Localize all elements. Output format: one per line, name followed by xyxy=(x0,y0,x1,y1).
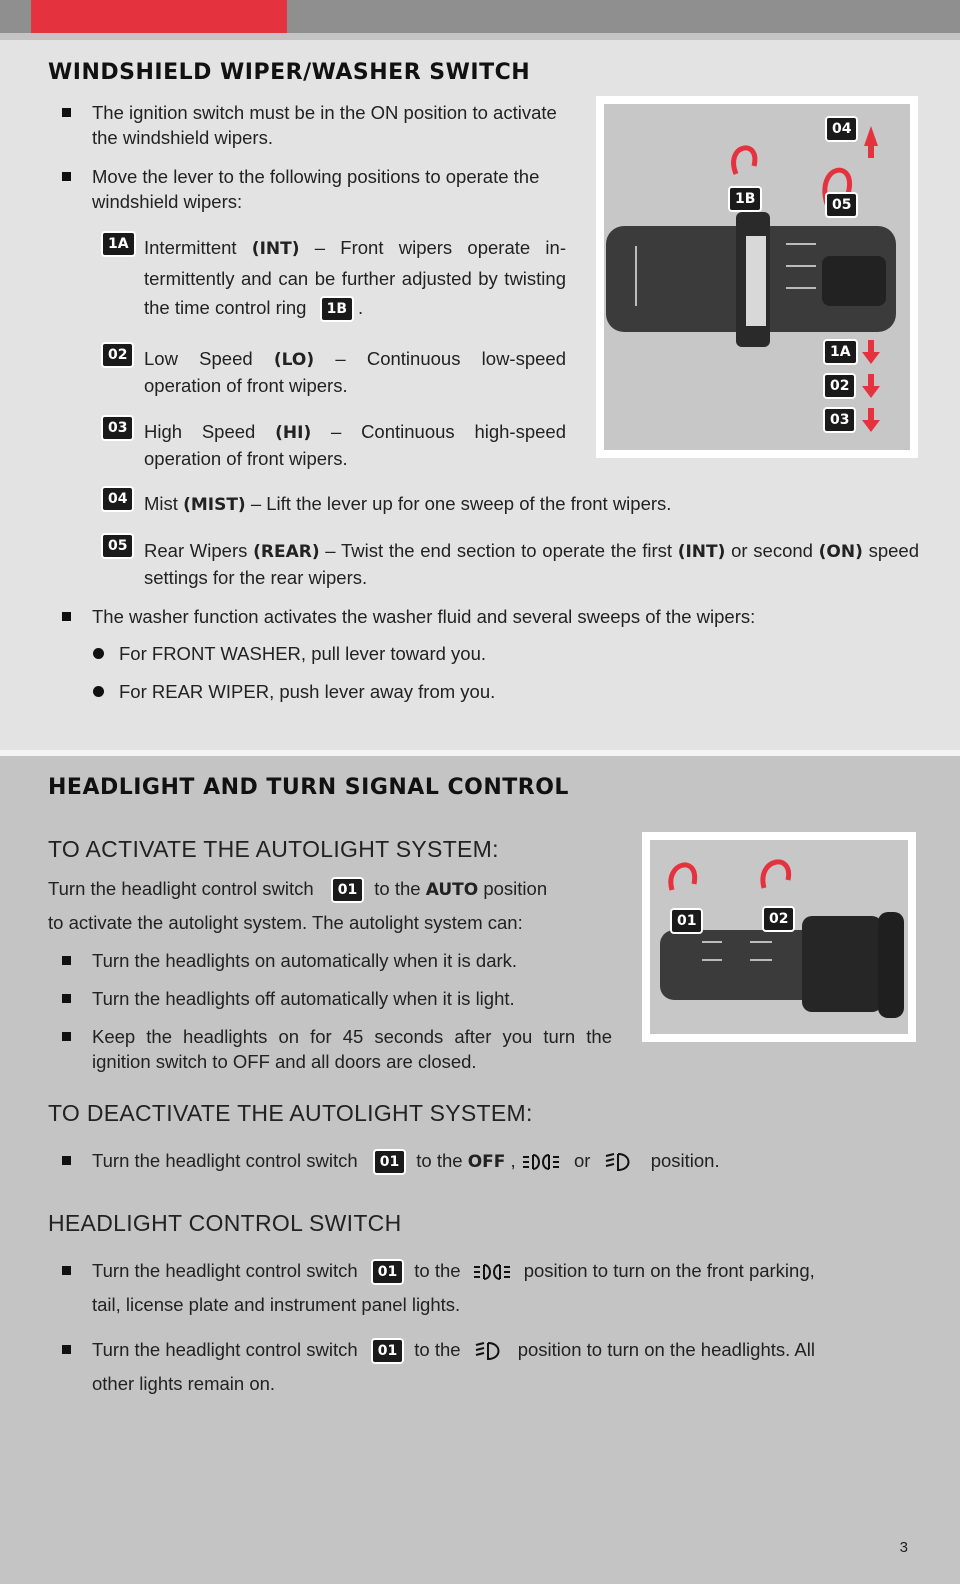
badge-05: 05 xyxy=(103,535,132,557)
control-bullet-1: Turn the headlight control switch 01 to the position to turn on the front parking, tail, license plate and instrument panel lights. xyxy=(92,1258,912,1317)
wiper-item-05: Rear Wipers (REAR) – Twist the end section to operate the first (INT) or second (ON) speed settings for the rear wipers. xyxy=(144,540,919,588)
headlight-title: HEADLIGHT AND TURN SIGNAL CONTROL xyxy=(48,775,569,800)
badge-1a: 1A xyxy=(103,233,134,255)
deactivate-bullet: Turn the headlight control switch 01 to the OFF , or position. xyxy=(92,1148,912,1175)
headlight-icon xyxy=(604,1151,634,1173)
img-label-1b: 1B xyxy=(730,188,760,210)
badge-02: 02 xyxy=(103,344,132,366)
activate-caption: TO ACTIVATE THE AUTOLIGHT SYSTEM: xyxy=(48,836,499,862)
auto-bullet-2: Turn the headlights off automatically when it is light. xyxy=(92,986,612,1011)
wiper-item-1a: Intermittent (INT) – Front wipers operate in-termittently and can be further adjusted by twisting the time control ring 1B . xyxy=(144,233,566,322)
img-label-02: 02 xyxy=(825,375,854,397)
control-switch-caption: HEADLIGHT CONTROL SWITCH xyxy=(48,1210,402,1236)
control-bullet-2: Turn the headlight control switch 01 to the position to turn on the headlights. All other lights remain on. xyxy=(92,1337,912,1396)
wiper-dot-2: For REAR WIPER, push lever away from you. xyxy=(119,679,819,704)
parking-light-icon xyxy=(472,1261,512,1283)
page-number: 3 xyxy=(899,1539,908,1556)
autolight-para-1: Turn the headlight control switch 01 to the AUTO position xyxy=(48,878,548,900)
wiper-item-03: High Speed (HI) – Continuous high-speed operation of front wipers. xyxy=(144,421,566,469)
badge-04: 04 xyxy=(103,488,132,510)
img-label-1a: 1A xyxy=(825,341,856,363)
top-bar xyxy=(0,0,960,33)
wiper-item-04: Mist (MIST) – Lift the lever up for one sweep of the front wipers. xyxy=(144,493,672,515)
wiper-lever-illustration xyxy=(596,96,918,458)
top-bar-accent xyxy=(31,0,287,33)
badge-01: 01 xyxy=(373,1340,402,1362)
headlight-icon xyxy=(474,1340,504,1362)
parking-light-icon xyxy=(521,1151,561,1173)
deactivate-caption: TO DEACTIVATE THE AUTOLIGHT SYSTEM: xyxy=(48,1100,533,1126)
img-label-04: 04 xyxy=(827,118,856,140)
wiper-lever-image xyxy=(596,96,918,458)
badge-01: 01 xyxy=(333,879,362,901)
img-label-05: 05 xyxy=(827,194,856,216)
wiper-bullet-2: Move the lever to the following positions to operate the windshield wipers: xyxy=(92,164,566,214)
autolight-para-2: to activate the autolight system. The autolight system can: xyxy=(48,912,523,933)
badge-01: 01 xyxy=(375,1151,404,1173)
headlight-lever-image xyxy=(642,832,916,1042)
img-label-02: 02 xyxy=(764,908,793,930)
wiper-bullet-1: The ignition switch must be in the ON position to activate the windshield wipers. xyxy=(92,100,566,150)
badge-1b: 1B xyxy=(322,298,352,320)
img-label-01: 01 xyxy=(672,910,701,932)
wiper-item-02: Low Speed (LO) – Continuous low-speed operation of front wipers. xyxy=(144,348,566,396)
badge-01: 01 xyxy=(373,1261,402,1283)
auto-bullet-1: Turn the headlights on automatically when it is dark. xyxy=(92,948,612,973)
wiper-dot-1: For FRONT WASHER, pull lever toward you. xyxy=(119,641,819,666)
img-label-03: 03 xyxy=(825,409,854,431)
badge-03: 03 xyxy=(103,417,132,439)
wiper-title: WINDSHIELD WIPER/WASHER SWITCH xyxy=(48,60,531,85)
auto-bullet-3: Keep the headlights on for 45 seconds after you turn the ignition switch to OFF and all doors are closed. xyxy=(92,1024,612,1074)
wiper-bullet-3: The washer function activates the washer fluid and several sweeps of the wipers: xyxy=(92,604,912,629)
headlight-lever-illustration xyxy=(642,832,916,1042)
